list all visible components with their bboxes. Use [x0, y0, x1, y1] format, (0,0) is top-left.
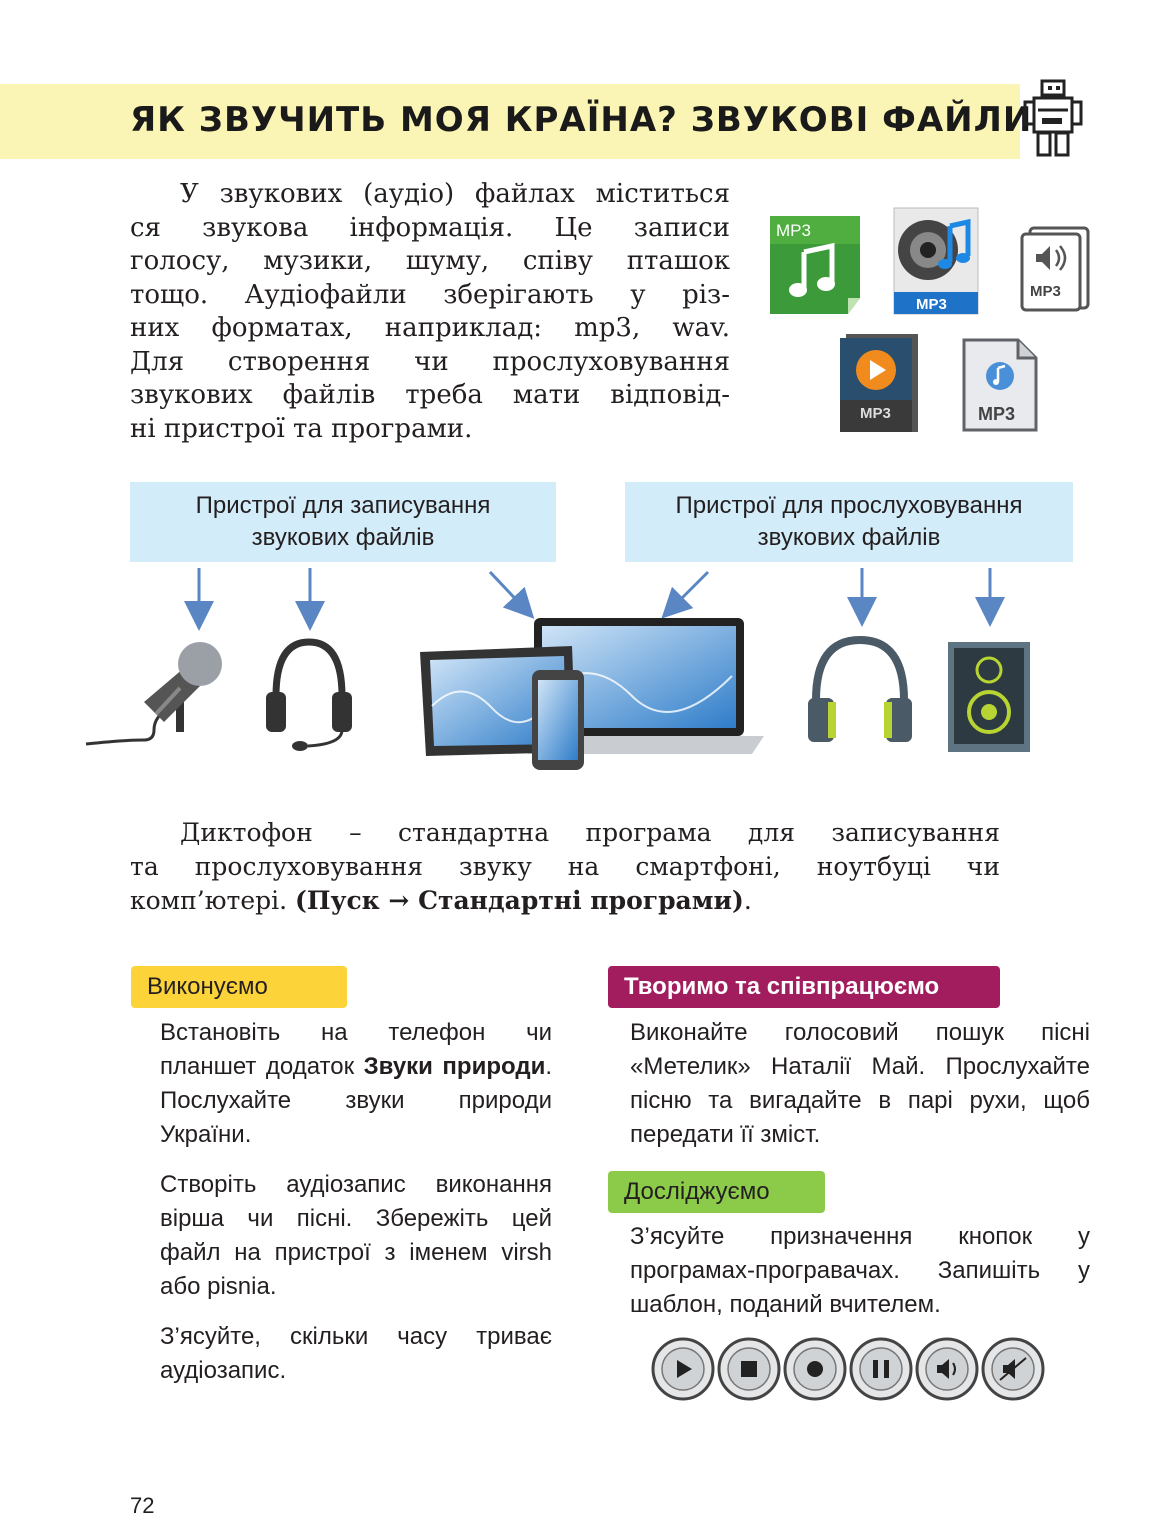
robot-icon — [1022, 78, 1086, 158]
svg-text:MP3: MP3 — [776, 221, 811, 240]
player-buttons — [648, 1334, 1052, 1404]
app-name: Звуки природи — [363, 1053, 546, 1080]
arrow-diag — [490, 572, 524, 608]
dict-line3 — [130, 884, 1000, 918]
speaker-icon — [948, 642, 1030, 752]
listen-box-line2: звукових файлів — [757, 524, 941, 551]
do-task-2: Створіть аудіозапис виконання вірша чи пісні. Збережіть цей файл на пристрої з іменем virsh або pisnia. — [160, 1171, 552, 1300]
dict-line3-end: . — [743, 886, 752, 915]
intro-line: ся звукова інформація. Це записи — [130, 212, 730, 243]
page-title: ЯК ЗВУЧИТЬ МОЯ КРАЇНА? ЗВУКОВІ ФАЙЛИ — [130, 100, 1033, 140]
play-icon — [653, 1339, 713, 1399]
tag-create: Творимо та співпрацюємо — [608, 966, 1000, 1008]
do-task-1-text: Встановіть на телефон чи планшет додаток — [160, 1019, 552, 1080]
start-path: (Пуск → Стандартні програми) — [295, 886, 744, 915]
intro-line: голосу, музики, шуму, співу пташок — [130, 246, 730, 276]
pause-icon — [851, 1339, 911, 1399]
headset-mic-icon — [262, 636, 356, 754]
svg-text:MP3: MP3 — [860, 405, 891, 422]
page-number: 72 — [130, 1493, 155, 1518]
svg-text:MP3: MP3 — [916, 296, 947, 313]
mp3-play-icon — [840, 334, 920, 434]
do-task-1 — [160, 1016, 552, 1152]
listen-box-line1: Пристрої для прослуховування — [675, 492, 1023, 519]
intro-line: звукових файлів треба мати відповід- — [130, 380, 730, 410]
mp3-green-icon — [770, 216, 862, 316]
dict-line2: та прослуховування звуку на смартфоні, ноутбуці чи — [130, 852, 1000, 881]
do-task-3: З’ясуйте, скільки часу триває аудіозапис. — [160, 1323, 552, 1384]
mp3-speaker-icon — [892, 206, 982, 316]
intro-paragraph — [130, 178, 730, 446]
dictaphone-paragraph — [130, 816, 1000, 918]
create-task: Виконайте голосовий пошук пісні «Метелик» Наталії Май. Прослухайте пісню та вигадайте в парі рухи, щоб передати її зміст. — [630, 1019, 1090, 1148]
mp3-note-icon — [962, 338, 1040, 434]
tag-explore: Досліджуємо — [608, 1171, 825, 1213]
headphones-icon — [806, 634, 914, 746]
do-task-1-text-end: . Послухайте звуки природи України. — [160, 1053, 553, 1148]
stop-icon — [719, 1339, 779, 1399]
listen-devices-box — [625, 482, 1073, 562]
volume-icon — [917, 1339, 977, 1399]
intro-line: Для створення чи прослуховування — [130, 346, 730, 377]
devices-tablet-laptop-phone-icon — [412, 616, 768, 778]
create-column — [630, 1016, 1090, 1168]
tag-do: Виконуємо — [131, 966, 347, 1008]
do-column — [160, 1016, 552, 1404]
record-devices-box — [130, 482, 556, 562]
svg-text:MP3: MP3 — [978, 404, 1016, 424]
microphone-icon — [84, 636, 228, 750]
mp3-volume-icon — [1020, 226, 1092, 312]
intro-line: ні пристрої та програми. — [130, 413, 473, 444]
intro-line: тощо. Аудіофайли зберігають у різ- — [130, 279, 730, 310]
record-box-line2: звукових файлів — [251, 524, 435, 551]
record-icon — [785, 1339, 845, 1399]
explore-task: З’ясуйте призначення кнопок у програмах-програвачах. Запишіть у шаблон, поданий вчителем. — [630, 1223, 1090, 1318]
explore-column — [630, 1220, 1090, 1338]
dict-line1: Диктофон – стандартна програма для записування — [180, 818, 1000, 847]
svg-text:MP3: MP3 — [1030, 283, 1061, 300]
mute-icon — [983, 1339, 1043, 1399]
arrow-diag — [672, 572, 708, 608]
intro-line: У звукових (аудіо) файлах міститься — [180, 179, 730, 209]
record-box-line1: Пристрої для записування — [195, 492, 491, 519]
intro-line: них форматах, наприклад: mp3, wav. — [130, 313, 730, 343]
dict-line3-text: комп’ютері. — [130, 886, 296, 915]
